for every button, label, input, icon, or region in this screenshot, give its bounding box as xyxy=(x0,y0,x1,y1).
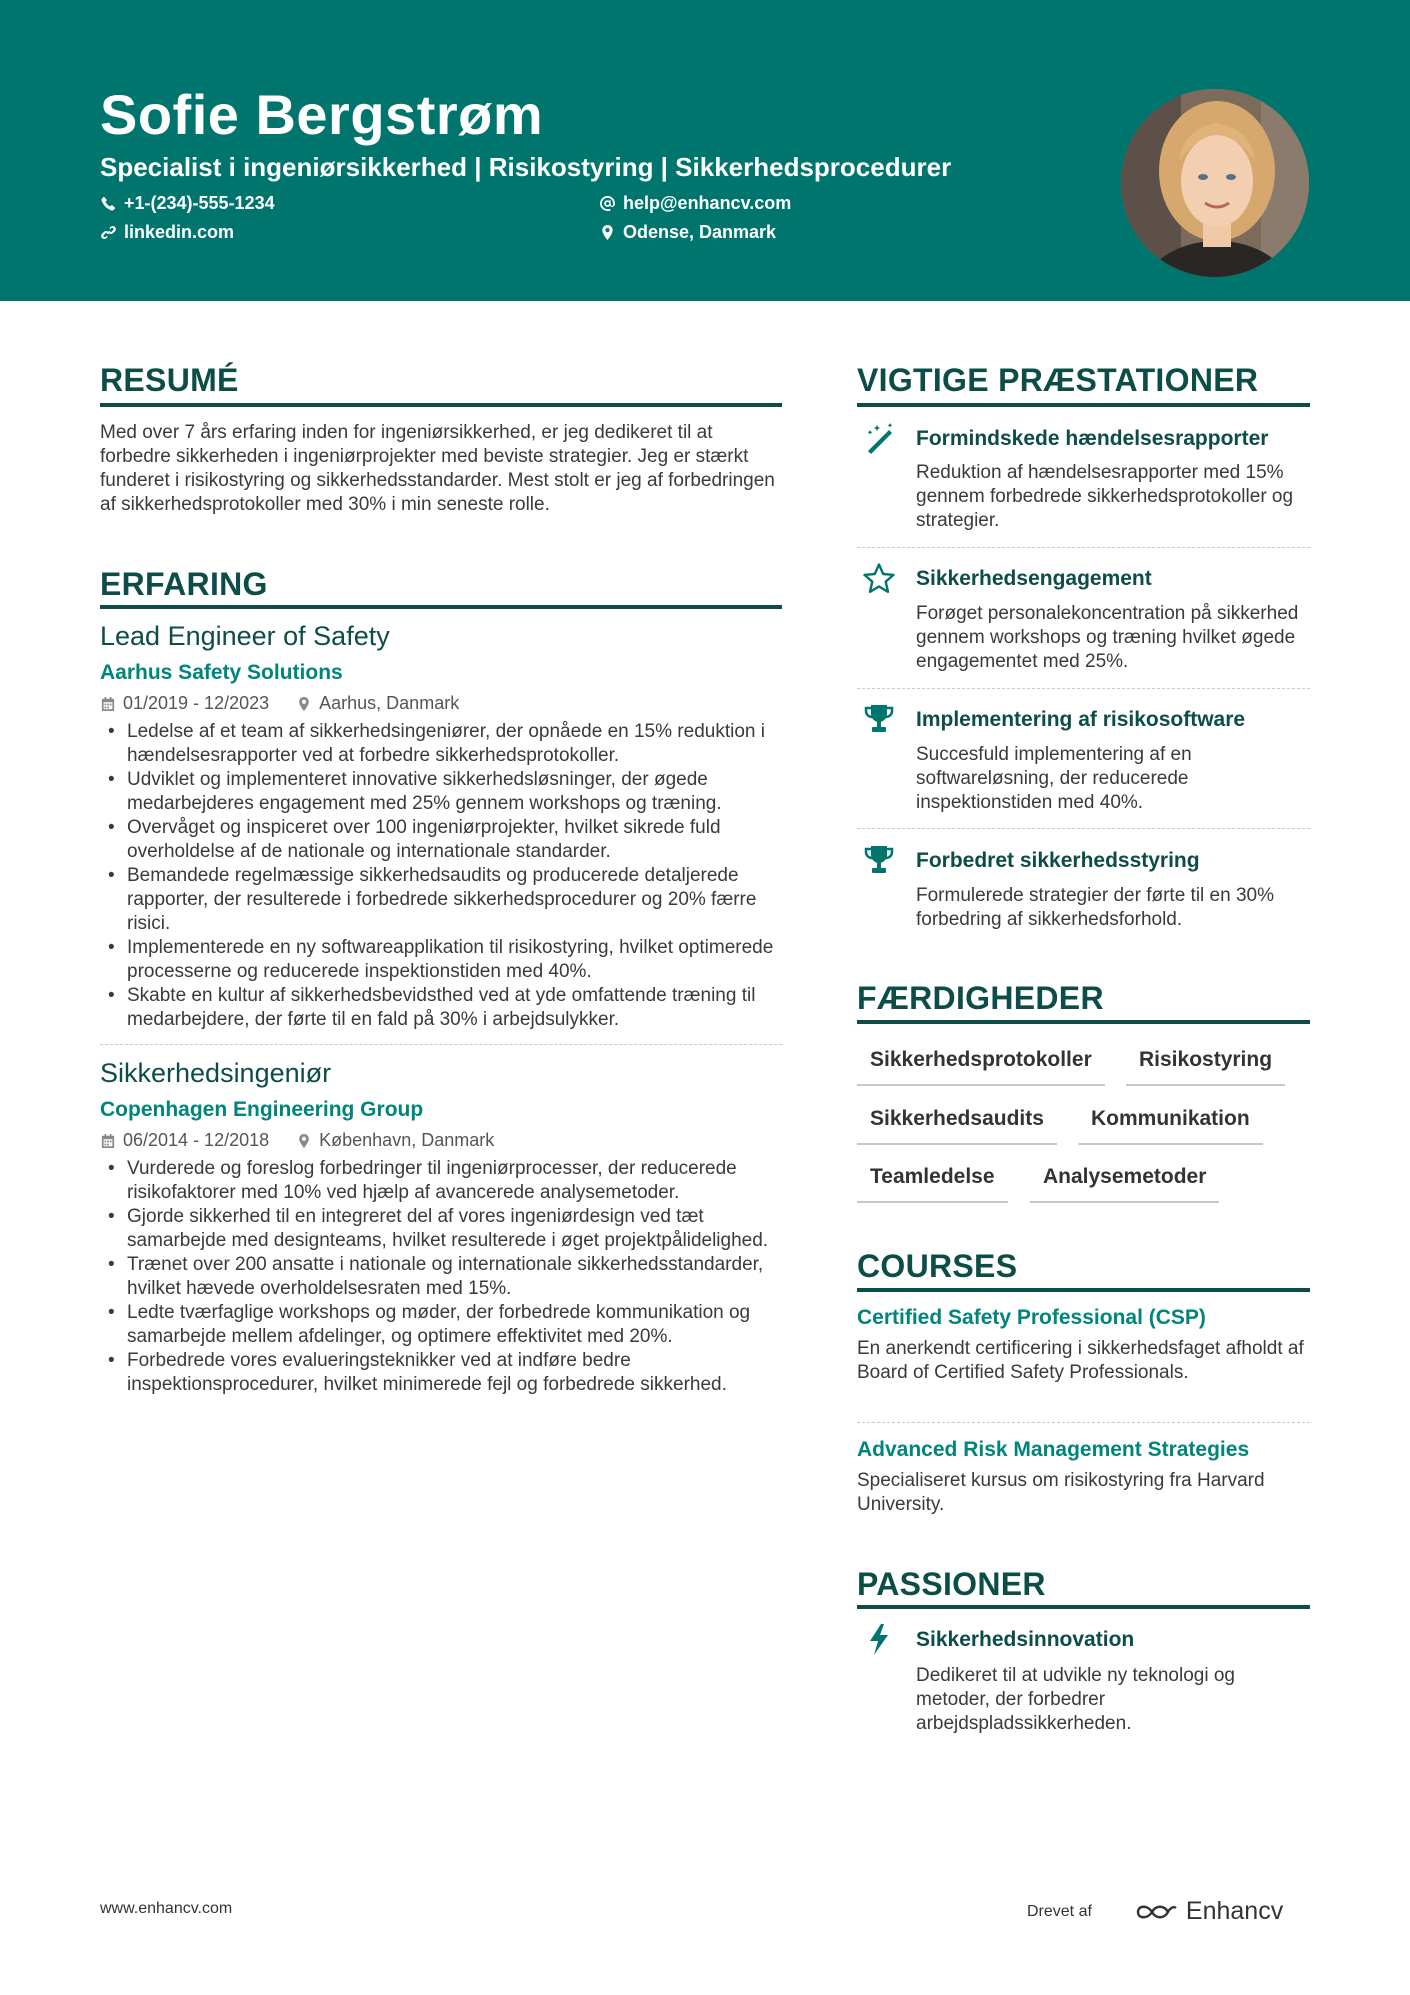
job-bullets xyxy=(100,720,790,1032)
lightning-icon xyxy=(862,1622,896,1656)
email-text: help@enhancv.com xyxy=(623,193,792,213)
list-item: • Forbedrede vores evalueringsteknikker ved at indføre bedre inspektionsprocedurer, hvilket minimerede fejl og forbedrede sikkerhed. xyxy=(100,1349,790,1397)
skill-tag: Sikkerhedsprotokoller xyxy=(857,1048,1105,1086)
phone-contact[interactable] xyxy=(101,193,275,214)
location-pin-icon xyxy=(297,697,311,711)
list-item: • Gjorde sikkerhed til en integreret del af vores ingeniørdesign ved tæt samarbejde med designteams, hvilket resulterede i øget projektpålidelighed. xyxy=(100,1205,790,1253)
link-icon xyxy=(101,225,116,240)
location-pin-icon xyxy=(297,1134,311,1148)
portrait-image xyxy=(1121,89,1309,277)
calendar-icon xyxy=(101,1134,115,1148)
trophy-icon xyxy=(862,843,896,877)
phone-icon xyxy=(101,196,116,211)
list-item: • Skabte en kultur af sikkerhedsbevidsthed ved at yde omfattende træning til medarbejdere, der førte til en fald på 30% i arbejdsulykker. xyxy=(100,984,790,1032)
divider xyxy=(857,1422,1310,1423)
job-meta xyxy=(101,693,459,714)
list-item: • Vurderede og foreslog forbedringer til ingeniørprocesser, der reducerede risikofaktorer med 10% ved hjælp af avancerede analysemetoder. xyxy=(100,1157,790,1205)
location-text: Odense, Danmark xyxy=(623,222,777,242)
profile-photo xyxy=(1121,89,1309,277)
linkedin-text: linkedin.com xyxy=(124,222,235,242)
achievement-title: Sikkerhedsengagement xyxy=(916,567,1152,590)
list-item: • Overvåget og inspiceret over 100 ingeniørprojekter, hvilket sikrede fuld overholdelse af de nationale og internationale standarder. xyxy=(100,816,790,864)
job-location: København, Danmark xyxy=(319,1130,495,1150)
job-location: Aarhus, Danmark xyxy=(319,693,460,713)
achievements-rule xyxy=(857,403,1310,407)
list-item: • Trænet over 200 ansatte i nationale og internationale sikkerhedsstandarder, hvilket hævede overholdelsesraten med 15%. xyxy=(100,1253,790,1301)
calendar-icon xyxy=(101,697,115,711)
job-title: Sikkerhedsingeniør xyxy=(100,1058,332,1088)
achievements-heading: VIGTIGE PRÆSTATIONER xyxy=(857,362,1259,398)
magic-wand-icon xyxy=(862,421,896,455)
phone-text: +1-(234)-555-1234 xyxy=(124,193,275,213)
achievement-desc: Reduktion af hændelsesrapporter med 15% gennem forbedrede sikkerhedsprotokoller og strategier. xyxy=(916,462,1294,531)
list-item: • Ledelse af et team af sikkerhedsingeniører, der opnåede en 15% reduktion i hændelsesrapporter ved at forbedre sikkerhedsprotokoller. xyxy=(100,720,790,768)
enhancv-logo[interactable] xyxy=(1134,1897,1283,1926)
achievement-title: Forbedret sikkerhedsstyring xyxy=(916,849,1200,872)
powered-by-text: Drevet af xyxy=(1027,1902,1092,1920)
experience-heading: ERFARING xyxy=(100,566,268,602)
skill-tag: Teamledelse xyxy=(857,1165,1008,1203)
job-bullets xyxy=(100,1157,790,1397)
skill-tag: Analysemetoder xyxy=(1030,1165,1219,1203)
courses-heading: COURSES xyxy=(857,1248,1018,1284)
summary-rule xyxy=(100,403,782,407)
candidate-tagline: Specialist i ingeniørsikkerhed | Risikostyring | Sikkerhedsprocedurer xyxy=(100,152,952,182)
footer-brand xyxy=(1027,1897,1283,1926)
enhancv-logo-icon xyxy=(1134,1900,1180,1924)
summary-text: Med over 7 års erfaring inden for ingeniørsikkerhed, er jeg dedikeret til at forbedre sikkerheden i ingeniørprojekter med beviste strategier. Jeg er stærkt funderet i risikostyring og sikkerhedsstandarder. Mest stolt er jeg af forbedringen af sikkerhedsprotokoller med 30% i min seneste rolle. xyxy=(100,422,775,515)
passion-title: Sikkerhedsinnovation xyxy=(916,1628,1135,1651)
achievement-desc: Succesfuld implementering af en softwareløsning, der reducerede inspektionstiden med 40%. xyxy=(916,744,1192,813)
divider xyxy=(857,828,1310,829)
company-name: Aarhus Safety Solutions xyxy=(100,661,343,684)
location-contact xyxy=(600,222,776,243)
email-contact[interactable] xyxy=(600,193,791,214)
job-dates: 01/2019 - 12/2023 xyxy=(123,693,270,713)
footer-website[interactable]: www.enhancv.com xyxy=(100,1900,233,1917)
location-pin-icon xyxy=(600,225,615,240)
candidate-name: Sofie Bergstrøm xyxy=(100,83,544,146)
job-meta xyxy=(101,1130,494,1151)
enhancv-logo-text: Enhancv xyxy=(1185,1897,1284,1925)
summary-heading: RESUMÉ xyxy=(100,362,239,398)
achievement-desc: Formulerede strategier der førte til en 30% forbedring af sikkerhedsforhold. xyxy=(916,885,1274,930)
divider xyxy=(857,547,1310,548)
course-title: Advanced Risk Management Strategies xyxy=(857,1438,1250,1461)
skill-tag: Sikkerhedsaudits xyxy=(857,1107,1057,1145)
skill-tag: Risikostyring xyxy=(1126,1048,1285,1086)
divider xyxy=(100,1044,782,1045)
job-title: Lead Engineer of Safety xyxy=(100,621,390,651)
trophy-icon xyxy=(862,702,896,736)
star-icon xyxy=(862,562,896,596)
job-dates: 06/2014 - 12/2018 xyxy=(123,1130,270,1150)
passions-rule xyxy=(857,1605,1310,1609)
company-name: Copenhagen Engineering Group xyxy=(100,1098,424,1121)
achievement-desc: Forøget personalekoncentration på sikkerhed gennem workshops og træning hvilket øgede engagementet med 25%. xyxy=(916,603,1299,672)
course-desc: Specialiseret kursus om risikostyring fra Harvard University. xyxy=(857,1470,1265,1515)
list-item: • Implementerede en ny softwareapplikation til risikostyring, hvilket optimerede processerne og reducerede inspektionstiden med 40%. xyxy=(100,936,790,984)
skills-rule xyxy=(857,1020,1310,1024)
list-item: • Bemandede regelmæssige sikkerhedsaudits og producerede detaljerede rapporter, der resulterede i forbedrede sikkerhedsprocedurer og 20% færre risici. xyxy=(100,864,790,936)
achievement-title: Implementering af risikosoftware xyxy=(916,708,1246,731)
at-icon xyxy=(600,196,615,211)
course-desc: En anerkendt certificering i sikkerhedsfaget afholdt af Board of Certified Safety Professionals. xyxy=(857,1338,1304,1383)
courses-rule xyxy=(857,1288,1310,1292)
list-item: • Udviklet og implementeret innovative sikkerhedsløsninger, der øgede medarbejderes engagement med 25% gennem workshops og træning. xyxy=(100,768,790,816)
achievement-title: Formindskede hændelsesrapporter xyxy=(916,427,1269,450)
experience-rule xyxy=(100,605,782,609)
skill-tag: Kommunikation xyxy=(1078,1107,1263,1145)
skills-heading: FÆRDIGHEDER xyxy=(857,980,1104,1016)
passion-desc: Dedikeret til at udvikle ny teknologi og metoder, der forbedrer arbejdspladssikkerheden. xyxy=(916,1665,1235,1734)
linkedin-contact[interactable] xyxy=(101,222,234,243)
course-title: Certified Safety Professional (CSP) xyxy=(857,1306,1206,1329)
list-item: • Ledte tværfaglige workshops og møder, der forbedrede kommunikation og samarbejde mellem afdelinger, og optimere effektivitet med 20%. xyxy=(100,1301,790,1349)
passions-heading: PASSIONER xyxy=(857,1566,1046,1602)
divider xyxy=(857,688,1310,689)
header xyxy=(0,0,1410,301)
